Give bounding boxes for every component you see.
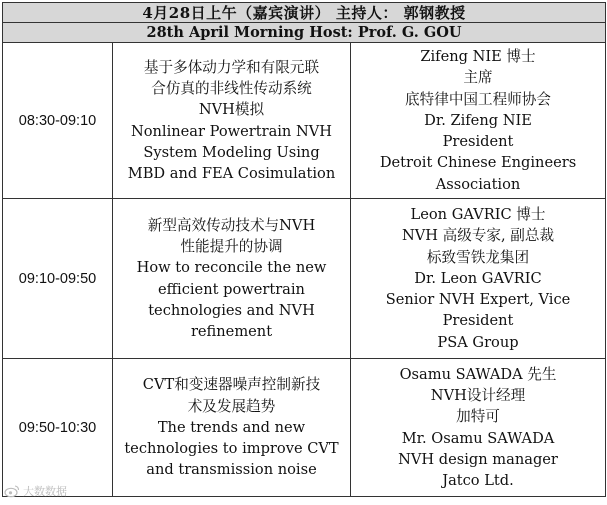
speaker-line: PSA Group [437, 333, 519, 351]
topic-line: NVH模拟 [198, 101, 265, 119]
speaker-line: Association [435, 175, 521, 193]
session-speaker [351, 199, 606, 359]
speaker-line: 主席 [463, 69, 493, 87]
topic-line: How to reconcile the new [136, 259, 327, 277]
speaker-line: President [442, 133, 514, 151]
session-topic [113, 199, 351, 359]
session-row [3, 199, 606, 359]
session-time: 09:10-09:50 [3, 199, 113, 359]
speaker-line: Senior NVH Expert, Vice [385, 291, 571, 309]
speaker-line: 加特可 [456, 408, 500, 426]
session-topic [113, 43, 351, 199]
topic-line: and transmission noise [146, 461, 317, 479]
topic-line: technologies to improve CVT [124, 440, 339, 458]
session-topic [113, 359, 351, 497]
session-time: 08:30-09:10 [3, 43, 113, 199]
speaker-line: 底特律中国工程师协会 [405, 90, 551, 108]
topic-line: 性能提升的协调 [180, 238, 283, 256]
topic-line: 合仿真的非线性传动系统 [151, 80, 312, 98]
topic-line: 术及发展趋势 [187, 397, 276, 415]
topic-line: technologies and NVH [148, 301, 315, 319]
speaker-line: Zifeng NIE 博士 [420, 48, 536, 66]
speaker-line: Detroit Chinese Engineers [379, 154, 577, 172]
session-row [3, 43, 606, 199]
topic-line: CVT和变速器噪声控制新技 [142, 376, 321, 394]
header-row-en [3, 23, 606, 43]
speaker-line: Osamu SAWADA 先生 [399, 365, 557, 383]
header-title-en: 28th April Morning Host: Prof. G. GOU [3, 23, 606, 43]
speaker-line: 标致雪铁龙集团 [426, 248, 530, 266]
session-time: 09:50-10:30 [3, 359, 113, 497]
topic-line: refinement [190, 322, 273, 340]
topic-line: MBD and FEA Cosimulation [127, 164, 336, 182]
schedule-table [2, 2, 606, 497]
speaker-line: NVH设计经理 [430, 387, 526, 405]
speaker-line: Mr. Osamu SAWADA [401, 429, 555, 447]
topic-line: 基于多体动力学和有限元联 [143, 58, 320, 76]
watermark [4, 482, 84, 500]
speaker-line: NVH 高级专家, 副总裁 [401, 227, 555, 245]
speaker-line: Leon GAVRIC 博士 [410, 206, 546, 224]
header-row-cn [3, 3, 606, 23]
speaker-line: Jatco Ltd. [442, 471, 514, 489]
session-speaker [351, 359, 606, 497]
session-row [3, 359, 606, 497]
speaker-line: Dr. Leon GAVRIC [414, 269, 542, 287]
session-speaker [351, 43, 606, 199]
watermark-text: 大数数据 [23, 485, 67, 498]
topic-line: 新型高效传动技术与NVH [147, 216, 316, 234]
speaker-line: Dr. Zifeng NIE [424, 111, 532, 129]
topic-line: System Modeling Using [143, 143, 320, 161]
topic-line: Nonlinear Powertrain NVH [130, 122, 333, 140]
weibo-icon [4, 484, 20, 498]
topic-line: The trends and new [157, 418, 306, 436]
speaker-line: NVH design manager [398, 450, 558, 468]
topic-line: efficient powertrain [158, 280, 305, 298]
speaker-line: President [442, 312, 514, 330]
header-title-cn: 4月28日上午（嘉宾演讲） 主持人： 郭钢教授 [3, 3, 606, 23]
